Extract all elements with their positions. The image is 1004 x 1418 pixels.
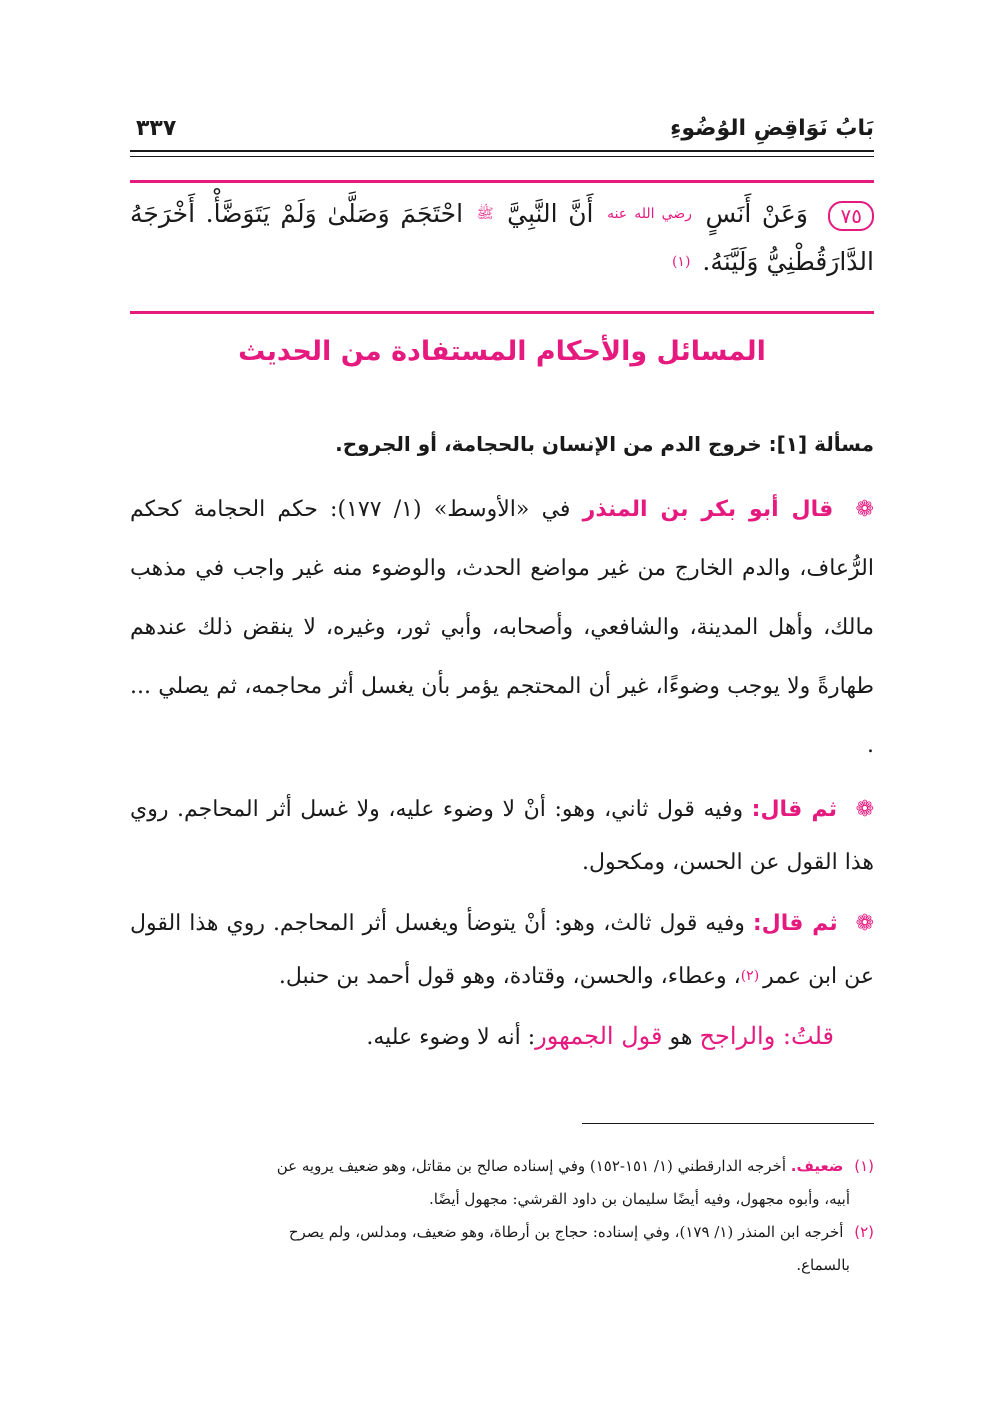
footnote-2-text: أخرجه ابن المنذر (١/ ١٧٩)، وفي إسناده: حجاج بن أرطاة، وهو ضعيف، ومدلس، ولم يصرح	[288, 1223, 844, 1241]
footnote-2-continuation: بالسماع.	[796, 1256, 850, 1274]
conclusion-mid: هو	[669, 1025, 693, 1050]
honorific-companion-glyph: رضي الله عنه	[607, 206, 692, 222]
footnote-2-number: (٢)	[854, 1223, 874, 1241]
conclusion-lead-2: قول الجمهور	[535, 1022, 663, 1050]
footnote-2	[130, 1216, 874, 1249]
hadith-top-rule	[130, 180, 874, 183]
paragraph-3-text-end: ، وعطاء، والحسن، وقتادة، وهو قول أحمد بن حنبل.	[278, 964, 741, 989]
footnote-ref-1[interactable]: (١)	[671, 254, 691, 270]
hadith-text	[130, 190, 874, 286]
flower-icon: ❁	[855, 497, 874, 522]
paragraph-3-lead: ثم قال:	[752, 911, 838, 936]
hadith-number-badge: ٧٥	[828, 201, 873, 231]
paragraph-1-lead: قال أبو بكر بن المنذر	[582, 497, 834, 522]
running-header	[130, 112, 874, 152]
issue-text: خروج الدم من الإنسان بالحجامة، أو الجروح.	[335, 432, 762, 456]
footnote-1-lead: ضعيف.	[790, 1157, 844, 1175]
hadith-text-part2: أَنَّ النَّبِيَّ	[507, 199, 594, 228]
footnote-divider	[582, 1123, 874, 1124]
header-divider-thin	[130, 156, 874, 157]
paragraph-2	[130, 783, 874, 889]
footnote-1-continuation: أبيه، وأبوه مجهول، وفيه أيضًا سليمان بن داود القرشي: مجهول أيضًا.	[428, 1190, 850, 1208]
chapter-title: بَابُ نَوَاقِضِ الوُضُوءِ	[670, 116, 874, 141]
footnote-1-text: أخرجه الدارقطني (١/ ١٥١-١٥٢) وفي إسناده صالح بن مقاتل، وهو ضعيف يرويه عن	[276, 1157, 786, 1175]
footnote-1-number: (١)	[854, 1157, 874, 1175]
conclusion-lead: قلتُ: والراجح	[699, 1022, 834, 1050]
footnotes	[130, 1150, 874, 1282]
header-divider	[130, 150, 874, 152]
hadith-bottom-rule	[130, 311, 874, 314]
paragraph-2-lead: ثم قال:	[751, 797, 837, 822]
paragraph-2-text: وفيه قول ثاني، وهو: أنْ لا وضوء عليه، ولا غسل أثر المحاجم. روي هذا القول عن الحسن، ومكحول.	[130, 797, 874, 875]
page-number: ٣٣٧	[136, 116, 177, 141]
flower-icon: ❁	[855, 911, 875, 936]
conclusion	[130, 1011, 874, 1063]
conclusion-text: : أنه لا وضوء عليه.	[366, 1025, 536, 1050]
issue-label: مسألة [١]:	[768, 432, 874, 456]
paragraph-3	[130, 897, 874, 1003]
flower-icon: ❁	[855, 797, 875, 822]
section-heading: المسائل والأحكام المستفادة من الحديث	[238, 336, 766, 367]
honorific-prophet-glyph: ﷺ	[476, 206, 494, 222]
paragraph-1-text: في «الأوسط» (١/ ١٧٧): حكم الحجامة كحكم الرُّعاف، والدم الخارج من غير مواضع الحدث، والوضوء منه غير واجب في مذهب مالك، وأهل المدينة، والشافعي، وأصحابه، وأبي ثور، وغيره، لا ينقض ذلك عندهم طهارةً ولا يوجب وضوءًا، غير أن المحتجم يؤمر بأن يغسل أثر محاجمه، ثم يصلي ... .	[130, 497, 874, 758]
hadith-text-part3: احْتَجَمَ وَصَلَّىٰ وَلَمْ يَتَوَضَّأْ. أَخْرَجَهُ الدَّارَقُطْنِيُّ وَلَيَّنَهُ.	[130, 199, 874, 276]
paragraph-3-text: وفيه قول ثالث، وهو: أنْ يتوضأ ويغسل أثر المحاجم. روي هذا القول عن ابن عمر	[130, 911, 874, 989]
hadith-text-part1: وَعَنْ أَنَسٍ	[705, 199, 808, 228]
issue-heading	[130, 432, 874, 456]
main-body	[130, 480, 874, 1063]
footnote-ref-2[interactable]: (٢)	[740, 968, 760, 984]
paragraph-1	[130, 480, 874, 775]
footnote-1	[130, 1150, 874, 1183]
